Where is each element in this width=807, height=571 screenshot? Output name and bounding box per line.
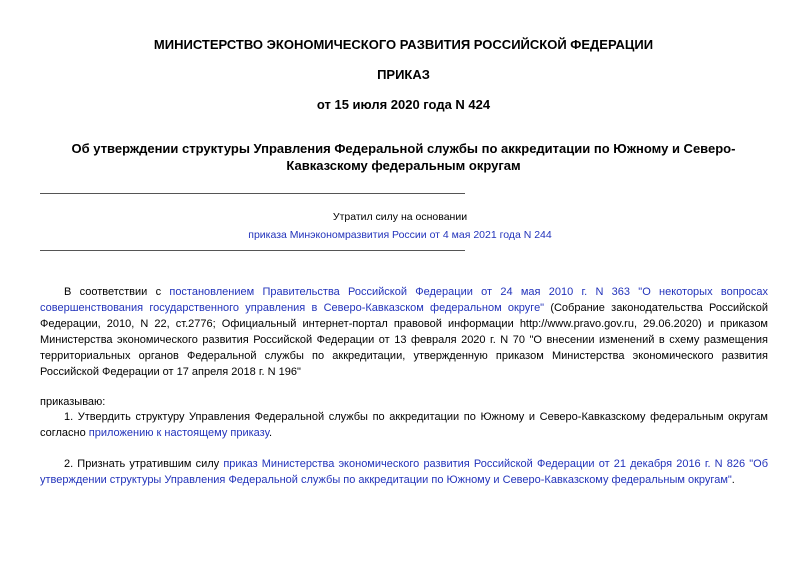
document-title: Об утверждении структуры Управления Федеральной службы по аккредитации по Южному и Северо-Кавказскому федеральным округам <box>71 141 736 173</box>
status-note-text: Утратил силу на основании <box>332 211 468 223</box>
item-2-paragraph <box>40 456 768 488</box>
divider-bottom <box>40 250 465 251</box>
divider-top <box>40 193 465 194</box>
ministry-heading: МИНИСТЕРСТВО ЭКОНОМИЧЕСКОГО РАЗВИТИЯ РОССИЙСКОЙ ФЕДЕРАЦИИ <box>153 37 654 52</box>
repealed-order-link[interactable]: приказ Министерства экономического развития Российской Федерации от 21 декабря 2016 г. N 826 "Об утверждении структуры Управления Федеральной службы по аккредитации по Южному и Северо-Кавказскому федеральным округам" <box>40 458 769 486</box>
order-word: приказываю: <box>40 396 106 408</box>
item-1-paragraph <box>40 409 768 441</box>
repeal-order-link[interactable]: приказа Минэкономразвития России от 4 мая 2021 года N 244 <box>248 229 552 241</box>
item-1-end: . <box>268 427 273 439</box>
preamble-lead: В соответствии с <box>64 286 170 298</box>
item-2-end: . <box>731 474 735 486</box>
appendix-link[interactable]: приложению к настоящему приказу <box>88 427 269 439</box>
preamble-paragraph <box>40 284 768 380</box>
preamble-rest: (Собрание законодательства Российской Федерации, 2010, N 22, ст.2776; Официальный интернет-портал правовой информации http://www.pravo.gov.ru, 29.06.2020) и приказом Министерства экономического развития Российской Федерации от 13 февраля 2020 г. N 70 "О внесении изменений в схему размещения территориальных органов Федеральной службы по аккредитации, утвержденную приказом Министерства экономического развития Российской Федерации от 17 апреля 2018 г. N 196" <box>40 302 768 378</box>
item-2-text: 2. Признать утратившим силу <box>64 458 224 470</box>
doc-type-heading: ПРИКАЗ <box>377 67 430 82</box>
item-1-text: 1. Утвердить структуру Управления Федеральной службы по аккредитации по Южному и Северо-Кавказскому федеральным округам согласно <box>40 411 768 439</box>
government-decree-link[interactable]: постановлением Правительства Российской Федерации от 24 мая 2010 г. N 363 "О некоторых вопросах совершенствования государственного управления в Северо-Кавказском федеральном округе" <box>40 286 768 314</box>
doc-date-number: от 15 июля 2020 года N 424 <box>316 97 491 112</box>
status-note-link-line <box>240 229 560 241</box>
